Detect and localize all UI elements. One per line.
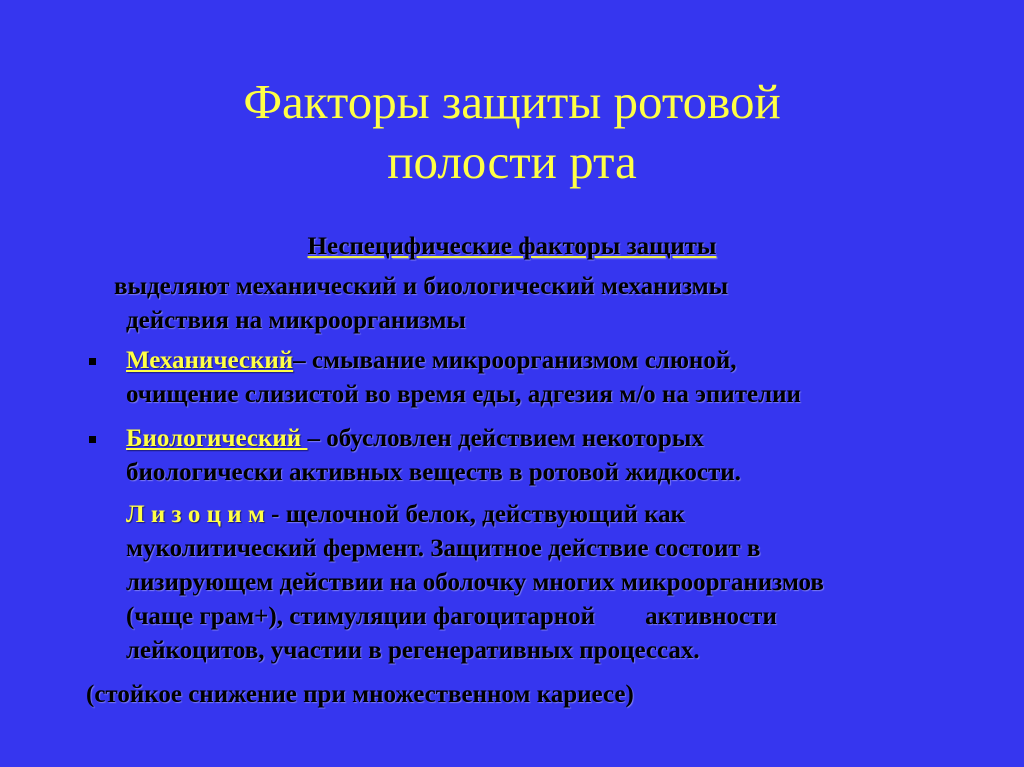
bullet-2-line-1: [126, 422, 704, 456]
lysozyme-line-5: лейкоцитов, участии в регенеративных процессах.: [126, 637, 700, 664]
footer-note: (стойкое снижение при множественном кариесе): [86, 681, 634, 708]
subtitle-text: Неспецифические факторы защиты: [307, 233, 717, 260]
lysozyme-line-1: [126, 498, 685, 532]
lysozyme-line-1-rest: - щелочной белок, действующий как: [264, 501, 686, 528]
intro-line-2: действия на микроорганизмы: [126, 307, 466, 334]
slide-title-line-1: Факторы защиты ротовой: [243, 74, 781, 129]
lysozyme-term: Л и з о ц и м: [126, 501, 265, 528]
bullet-square-icon: [89, 358, 96, 365]
bullet-1-line-2: очищение слизистой во время еды, адгезия м/о на эпителии: [126, 381, 801, 408]
slide-title: [0, 72, 1024, 192]
bullet-2-term: Биологический: [126, 425, 308, 452]
slide-title-line-2: полости рта: [387, 134, 637, 189]
lysozyme-line-2: муколитический фермент. Защитное действие состоит в: [126, 535, 761, 562]
bullet-1-line-1: [126, 344, 737, 378]
bullet-square-icon: [89, 436, 96, 443]
bullet-2-line-2: биологически активных веществ в ротовой жидкости.: [126, 459, 741, 486]
bullet-1-line-1-rest: – смывание микроорганизмом слюной,: [293, 347, 737, 374]
intro-line-1: выделяют механический и биологический механизмы: [114, 273, 729, 300]
bullet-1-term: Механический: [126, 347, 294, 374]
subtitle: [0, 230, 1024, 264]
bullet-2-line-1-rest: – обусловлен действием некоторых: [307, 425, 704, 452]
lysozyme-line-3: лизирующем действии на оболочку многих микроорганизмов: [126, 569, 824, 596]
lysozyme-line-4: (чаще грам+), стимуляции фагоцитарной активности: [126, 603, 777, 630]
